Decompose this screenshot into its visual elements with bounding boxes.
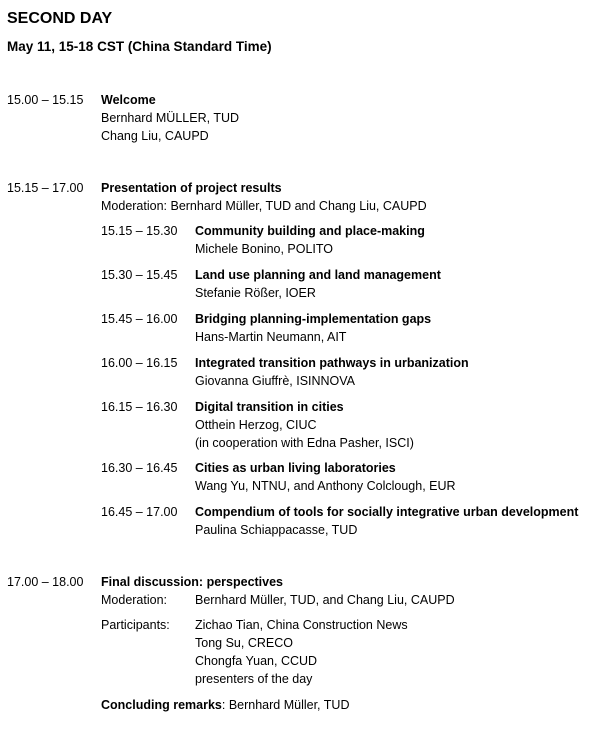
welcome-speaker: Bernhard MÜLLER, TUD — [101, 111, 240, 125]
session-speaker: Wang Yu, NTNU, and Anthony Colclough, EUR — [195, 479, 456, 493]
concluding-remarks-value: : Bernhard Müller, TUD — [221, 698, 350, 712]
session-speaker: Stefanie Rößer, IOER — [195, 286, 316, 300]
participant: Zichao Tian, China Construction News — [195, 618, 408, 632]
final-time: 17.00 – 18.00 — [7, 575, 84, 589]
presentation-title: Presentation of project results — [101, 181, 282, 195]
session-time: 16.45 – 17.00 — [101, 505, 178, 519]
final-moderation-label: Moderation: — [101, 593, 168, 607]
session-title: Cities as urban living laboratories — [195, 461, 396, 475]
participant: Chongfa Yuan, CCUD — [195, 654, 318, 668]
session-title: Digital transition in cities — [195, 400, 344, 414]
session-title: Compendium of tools for socially integrative urban development — [195, 505, 579, 519]
session-time: 16.15 – 16.30 — [101, 400, 178, 414]
session-title: Bridging planning-implementation gaps — [195, 312, 432, 326]
final-title: Final discussion: perspectives — [101, 575, 284, 589]
presentation-time: 15.15 – 17.00 — [7, 181, 84, 195]
concluding-remarks-label: Concluding remarks — [101, 698, 222, 712]
session-title: Land use planning and land management — [195, 268, 441, 282]
final-participants-label: Participants: — [101, 618, 170, 632]
session-time: 16.00 – 16.15 — [101, 356, 178, 370]
presentation-moderation: Moderation: Bernhard Müller, TUD and Chang Liu, CAUPD — [101, 199, 427, 213]
session-speaker-note: (in cooperation with Edna Pasher, ISCI) — [195, 436, 414, 450]
welcome-title: Welcome — [101, 93, 156, 107]
participant: Tong Su, CRECO — [195, 636, 293, 650]
final-moderation-value: Bernhard Müller, TUD, and Chang Liu, CAUPD — [195, 593, 455, 607]
event-date: May 11, 15-18 CST (China Standard Time) — [7, 39, 272, 54]
session-speaker: Otthein Herzog, CIUC — [195, 418, 317, 432]
session-speaker: Giovanna Giuffrè, ISINNOVA — [195, 374, 356, 388]
session-time: 16.30 – 16.45 — [101, 461, 178, 475]
session-speaker: Paulina Schiappacasse, TUD — [195, 523, 358, 537]
session-time: 15.30 – 15.45 — [101, 268, 178, 282]
session-speaker: Michele Bonino, POLITO — [195, 242, 334, 256]
page-title: SECOND DAY — [7, 10, 113, 27]
participant: presenters of the day — [195, 672, 313, 686]
session-title: Integrated transition pathways in urbanization — [195, 356, 469, 370]
concluding-remarks — [101, 696, 349, 714]
welcome-time: 15.00 – 15.15 — [7, 93, 84, 107]
session-speaker: Hans-Martin Neumann, AIT — [195, 330, 347, 344]
session-title: Community building and place-making — [195, 224, 425, 238]
session-time: 15.45 – 16.00 — [101, 312, 178, 326]
welcome-speaker: Chang Liu, CAUPD — [101, 129, 209, 143]
session-time: 15.15 – 15.30 — [101, 224, 178, 238]
